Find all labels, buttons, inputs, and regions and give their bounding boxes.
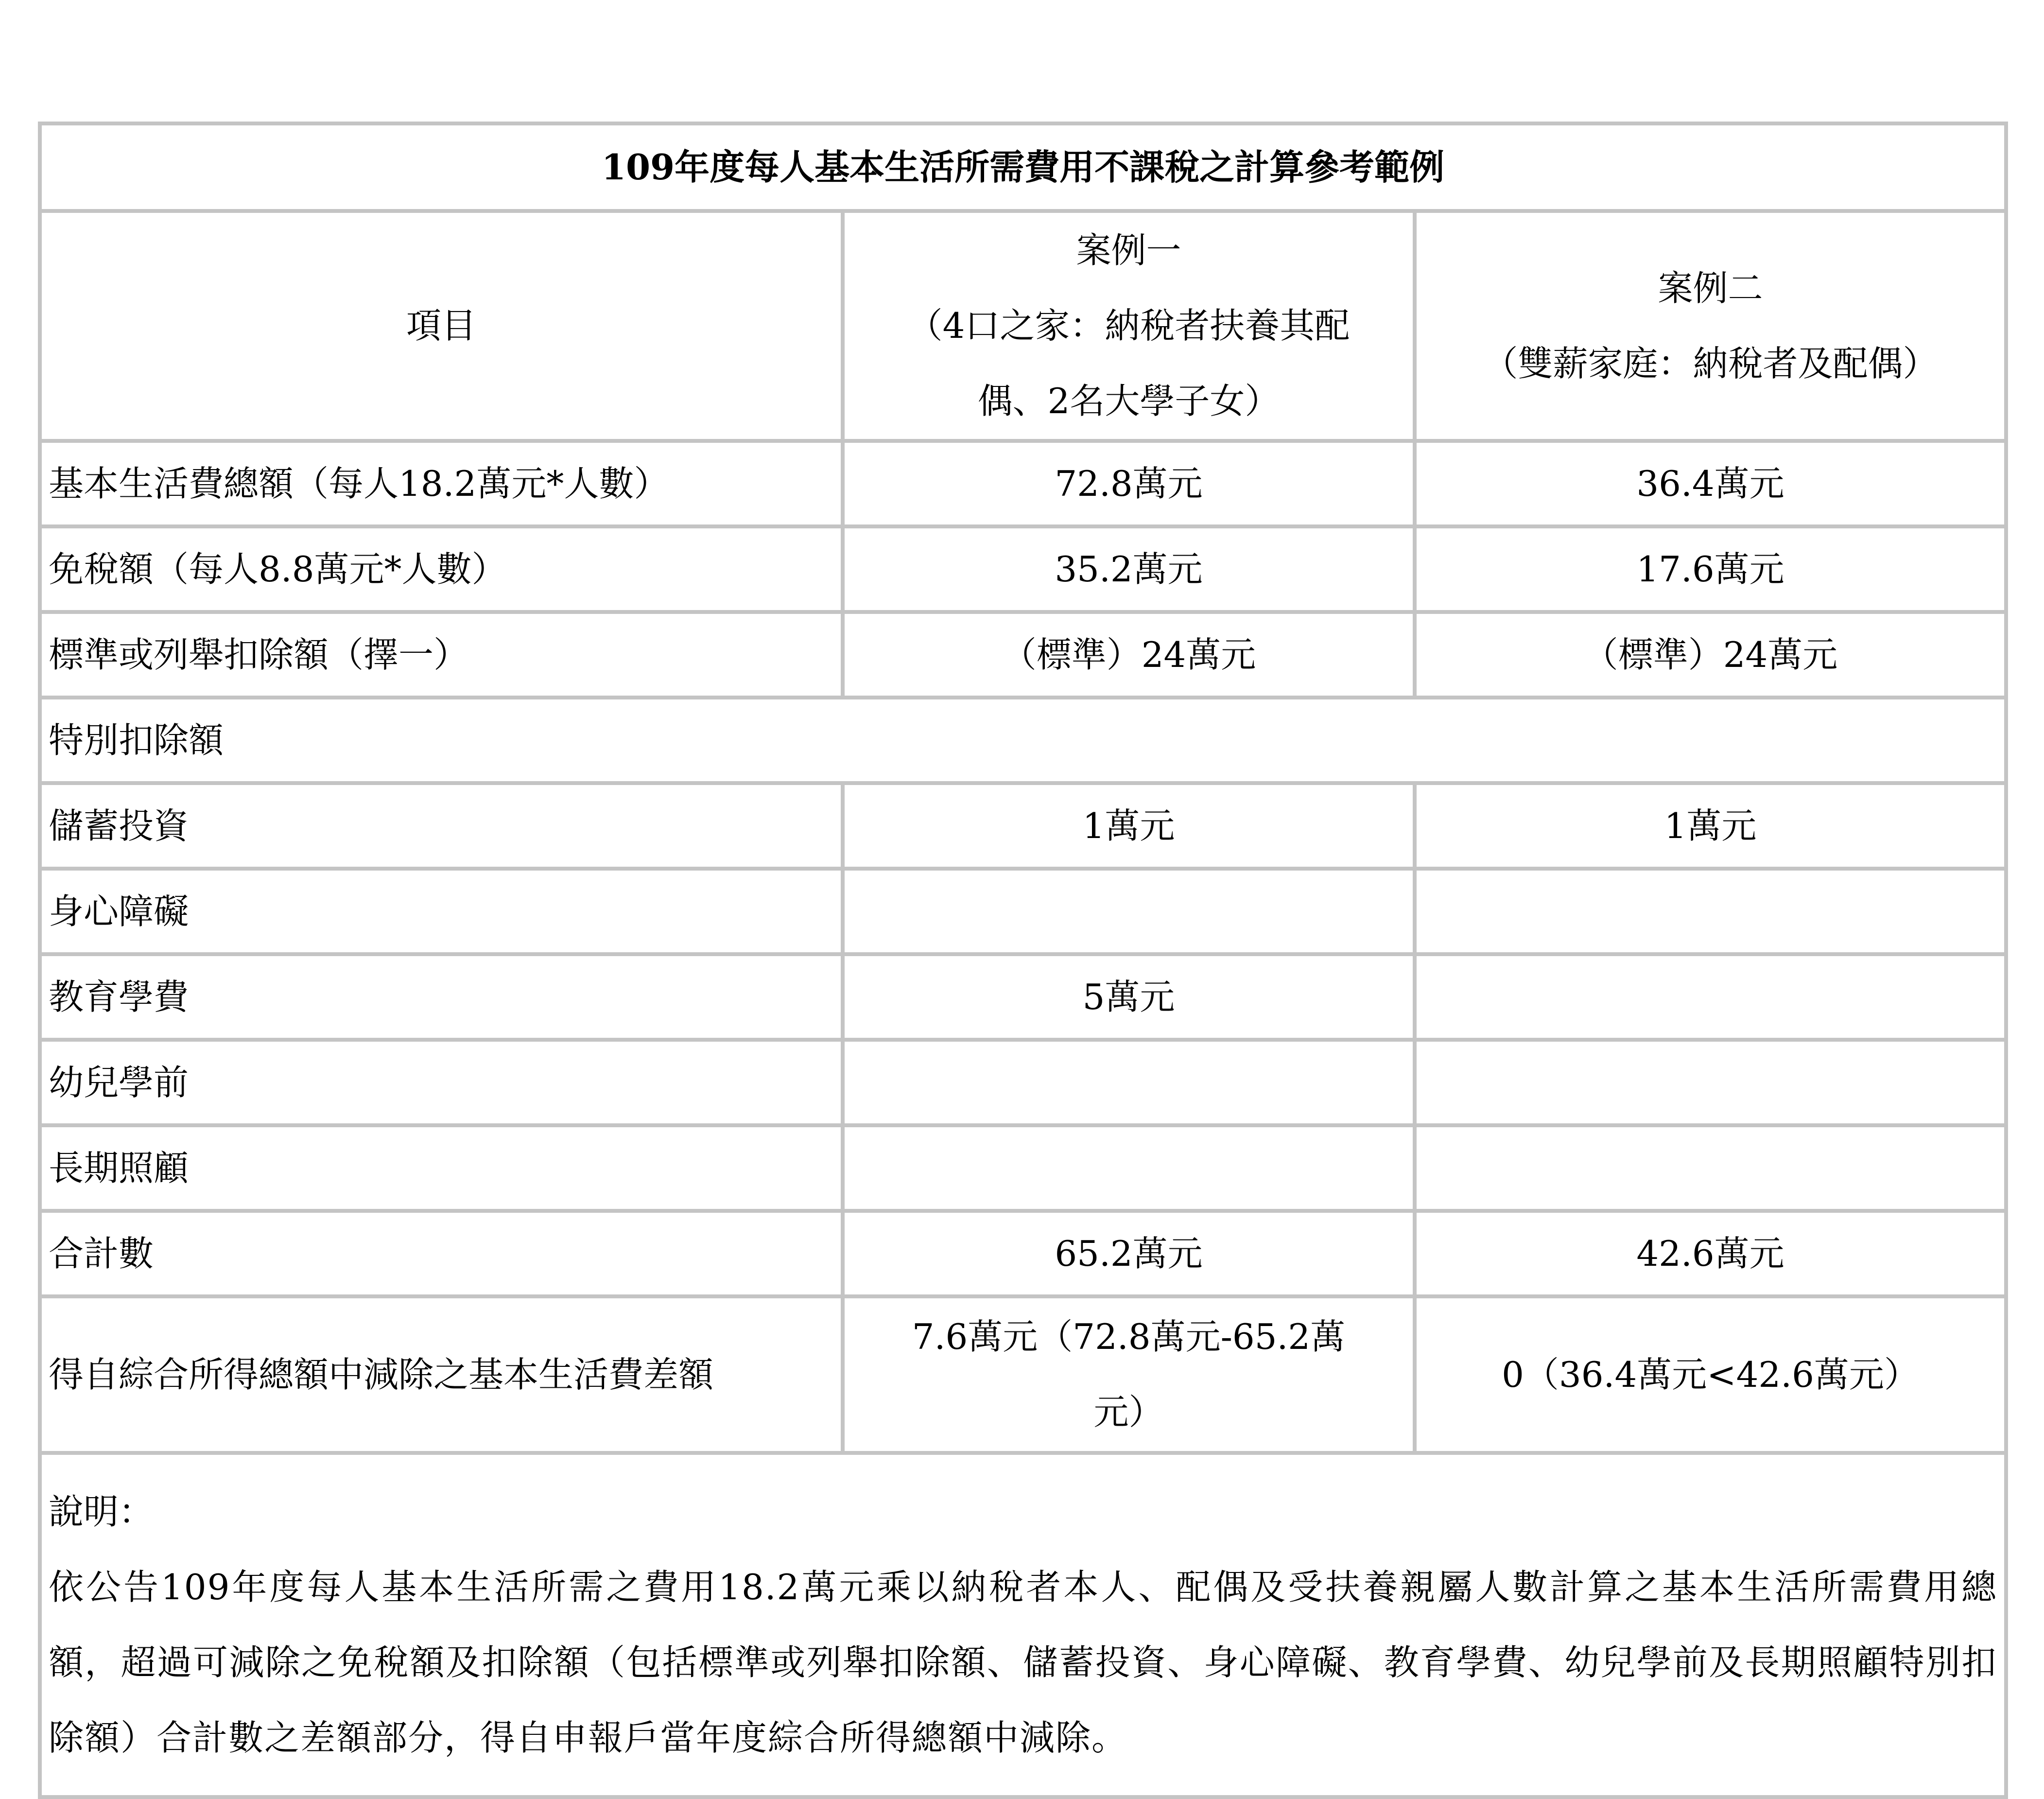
table-row [40, 1040, 2006, 1125]
row-case1-value: 72.8萬元 [843, 441, 1415, 526]
row-case2-value: （標準）24萬元 [1415, 612, 2006, 698]
row-label: 基本生活費總額（每人18.2萬元*人數） [40, 441, 843, 526]
note-body: 依公告109年度每人基本生活所需之費用18.2萬元乘以納稅者本人、配偶及受扶養親屬人數計算之基本生活所需費用總額，超過可減除之免稅額及扣除額（包括標準或列舉扣除額、儲蓄投資、身心障礙、教育學費、幼兒學前及長期照顧特別扣除額）合計數之差額部分，得自申報戶當年度綜合所得總額中減除。 [49, 1567, 1998, 1758]
header-row [40, 211, 2006, 441]
section-label: 特別扣除額 [40, 698, 2006, 783]
row-case1-value [843, 1040, 1415, 1125]
table-row [40, 783, 2006, 869]
title-row [40, 123, 2006, 211]
row-case1-value: 65.2萬元 [843, 1211, 1415, 1296]
row-label: 儲蓄投資 [40, 783, 843, 869]
row-case2-value: 0（36.4萬元<42.6萬元） [1415, 1296, 2006, 1453]
note-label: 說明： [49, 1491, 154, 1532]
header-item: 項目 [40, 211, 843, 441]
table-title: 109年度每人基本生活所需費用不課稅之計算參考範例 [40, 123, 2006, 211]
row-case1-value-line1: 7.6萬元（72.8萬元-65.2萬 [912, 1316, 1346, 1357]
row-case1-value [843, 1296, 1415, 1453]
row-label: 長期照顧 [40, 1125, 843, 1211]
header-case1-desc-line2: 偶、2名大學子女） [977, 381, 1280, 421]
table-row [40, 954, 2006, 1040]
row-case2-value: 17.6萬元 [1415, 526, 2006, 612]
row-case1-value [843, 869, 1415, 954]
header-case1-desc-line1: （4口之家：納稅者扶養其配 [907, 305, 1350, 346]
note-cell [40, 1453, 2006, 1797]
row-case1-value [843, 1125, 1415, 1211]
row-case2-value [1415, 954, 2006, 1040]
row-case2-value: 1萬元 [1415, 783, 2006, 869]
note-row [40, 1453, 2006, 1797]
header-case2-desc: （雙薪家庭：納稅者及配偶） [1483, 343, 1938, 384]
row-case2-value: 42.6萬元 [1415, 1211, 2006, 1296]
table-row [40, 441, 2006, 526]
row-case1-value: 35.2萬元 [843, 526, 1415, 612]
header-case2-name: 案例二 [1658, 267, 1763, 309]
row-case2-value [1415, 1125, 2006, 1211]
row-case1-value: 5萬元 [843, 954, 1415, 1040]
row-label: 得自綜合所得總額中減除之基本生活費差額 [40, 1296, 843, 1453]
table-row [40, 869, 2006, 954]
table-row [40, 1125, 2006, 1211]
calculation-table [38, 122, 2008, 1799]
table-row [40, 1211, 2006, 1296]
row-case1-value: 1萬元 [843, 783, 1415, 869]
row-label: 標準或列舉扣除額（擇一） [40, 612, 843, 698]
row-label: 身心障礙 [40, 869, 843, 954]
table-row [40, 612, 2006, 698]
row-case1-value-line2: 元） [1093, 1392, 1164, 1432]
row-label: 免稅額（每人8.8萬元*人數） [40, 526, 843, 612]
row-case2-value: 36.4萬元 [1415, 441, 2006, 526]
row-label: 合計數 [40, 1211, 843, 1296]
header-case2 [1415, 211, 2006, 441]
table-row [40, 526, 2006, 612]
row-case1-value: （標準）24萬元 [843, 612, 1415, 698]
row-label: 教育學費 [40, 954, 843, 1040]
header-case1-name: 案例一 [1076, 230, 1181, 271]
row-case2-value [1415, 869, 2006, 954]
header-case1 [843, 211, 1415, 441]
row-label: 幼兒學前 [40, 1040, 843, 1125]
row-case2-value [1415, 1040, 2006, 1125]
table-row [40, 1296, 2006, 1453]
section-row [40, 698, 2006, 783]
